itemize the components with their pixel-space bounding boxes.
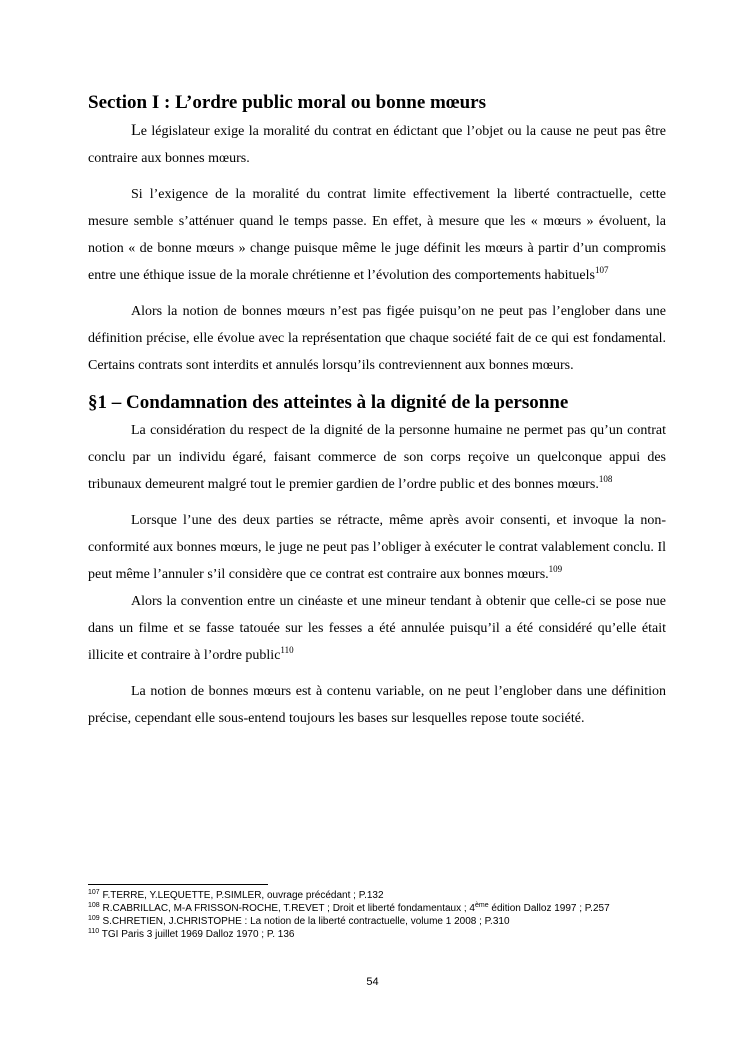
paragraph: Alors la convention entre un cinéaste et une mineur tendant à obtenir que celle-ci se pose nue dans un filme et se fasse tatouée sur les fesses a été annulée puisqu’il a été considéré qu’elle était illicite et contraire à l’ordre public$^{110}$ (88, 594, 666, 663)
footnote-ref: 110 (280, 645, 294, 655)
subsection-title: §1 – Condamnation des atteintes à la dignité de la personne (88, 392, 569, 413)
paragraph: Lorsque l’une des deux parties se rétracte, même après avoir consenti, et invoque la non-conformité aux bonnes mœurs, le juge ne peut pas l’obliger à exécuter le contrat valablement conclu. Il peut même l’annuler s’il considère que ce contrat est contraire aux bonnes mœurs.$^{109}$ (88, 513, 666, 582)
footnote-ref: 109 (548, 564, 563, 574)
footnotes (88, 884, 688, 941)
paragraph: La considération du respect de la dignité de la personne humaine ne permet pas qu’un contrat conclu par un individu égaré, faisant commerce de son corps reçoive un quelconque appui des tribunaux demeurent malgré tout le premier gardien de l’ordre public et des bonnes mœurs.$^{108}$ (88, 423, 666, 492)
paragraph: Alors la notion de bonnes mœurs n’est pas figée puisqu’on ne peut pas l’englober dans une définition précise, elle évolue avec la représentation que chaque société fait de ce qui est fondamental. Certains contrats sont interdits et annulés lorsqu’ils contreviennent aux bonnes mœurs. (88, 304, 666, 373)
paragraph: Si l’exigence de la moralité du contrat limite effectivement la liberté contractuelle, cette mesure semble s’atténuer quand le temps passe. En effet, à mesure que les « mœurs » évoluent, la notion « de bonne mœurs » change puisque même le juge définit les mœurs à partir d’un compromis entre une éthique issue de la morale chrétienne et l’évolution des comportements habituels$^{107}$ (88, 187, 666, 283)
section-title: Section I : L’ordre public moral ou bonne mœurs (88, 92, 486, 113)
paragraph: La notion de bonnes mœurs est à contenu variable, on ne peut l’englober dans une définition précise, cependant elle sous-entend toujours les bases sur lesquelles repose toute société. (88, 684, 666, 726)
page-body (88, 86, 666, 741)
footnote-ref: 108 (598, 474, 613, 484)
footnote-divider (88, 884, 268, 885)
footnote: $^{109}$ S.CHRETIEN, J.CHRISTOPHE : La notion de la liberté contractuelle, volume 1 2008 ; P.310 (88, 915, 510, 927)
footnote-ref: 107 (594, 265, 609, 275)
paragraph: Le législateur exige la moralité du contrat en édictant que l’objet ou la cause ne peut pas être contraire aux bonnes mœurs. (88, 122, 666, 166)
footnote: $^{107}$ F.TERRE, Y.LEQUETTE, P.SIMLER, ouvrage précédant ; P.132 (88, 889, 384, 901)
footnote: $^{108}$ R.CABRILLAC, M-A FRISSON-ROCHE, T.REVET ; Droit et liberté fondamentaux ; 4ème édition Dalloz 1997 ; P.257 (88, 902, 610, 914)
footnote: $^{110}$ TGI Paris 3 juillet 1969 Dalloz 1970 ; P. 136 (88, 928, 295, 940)
page-number: 54 (366, 976, 379, 988)
